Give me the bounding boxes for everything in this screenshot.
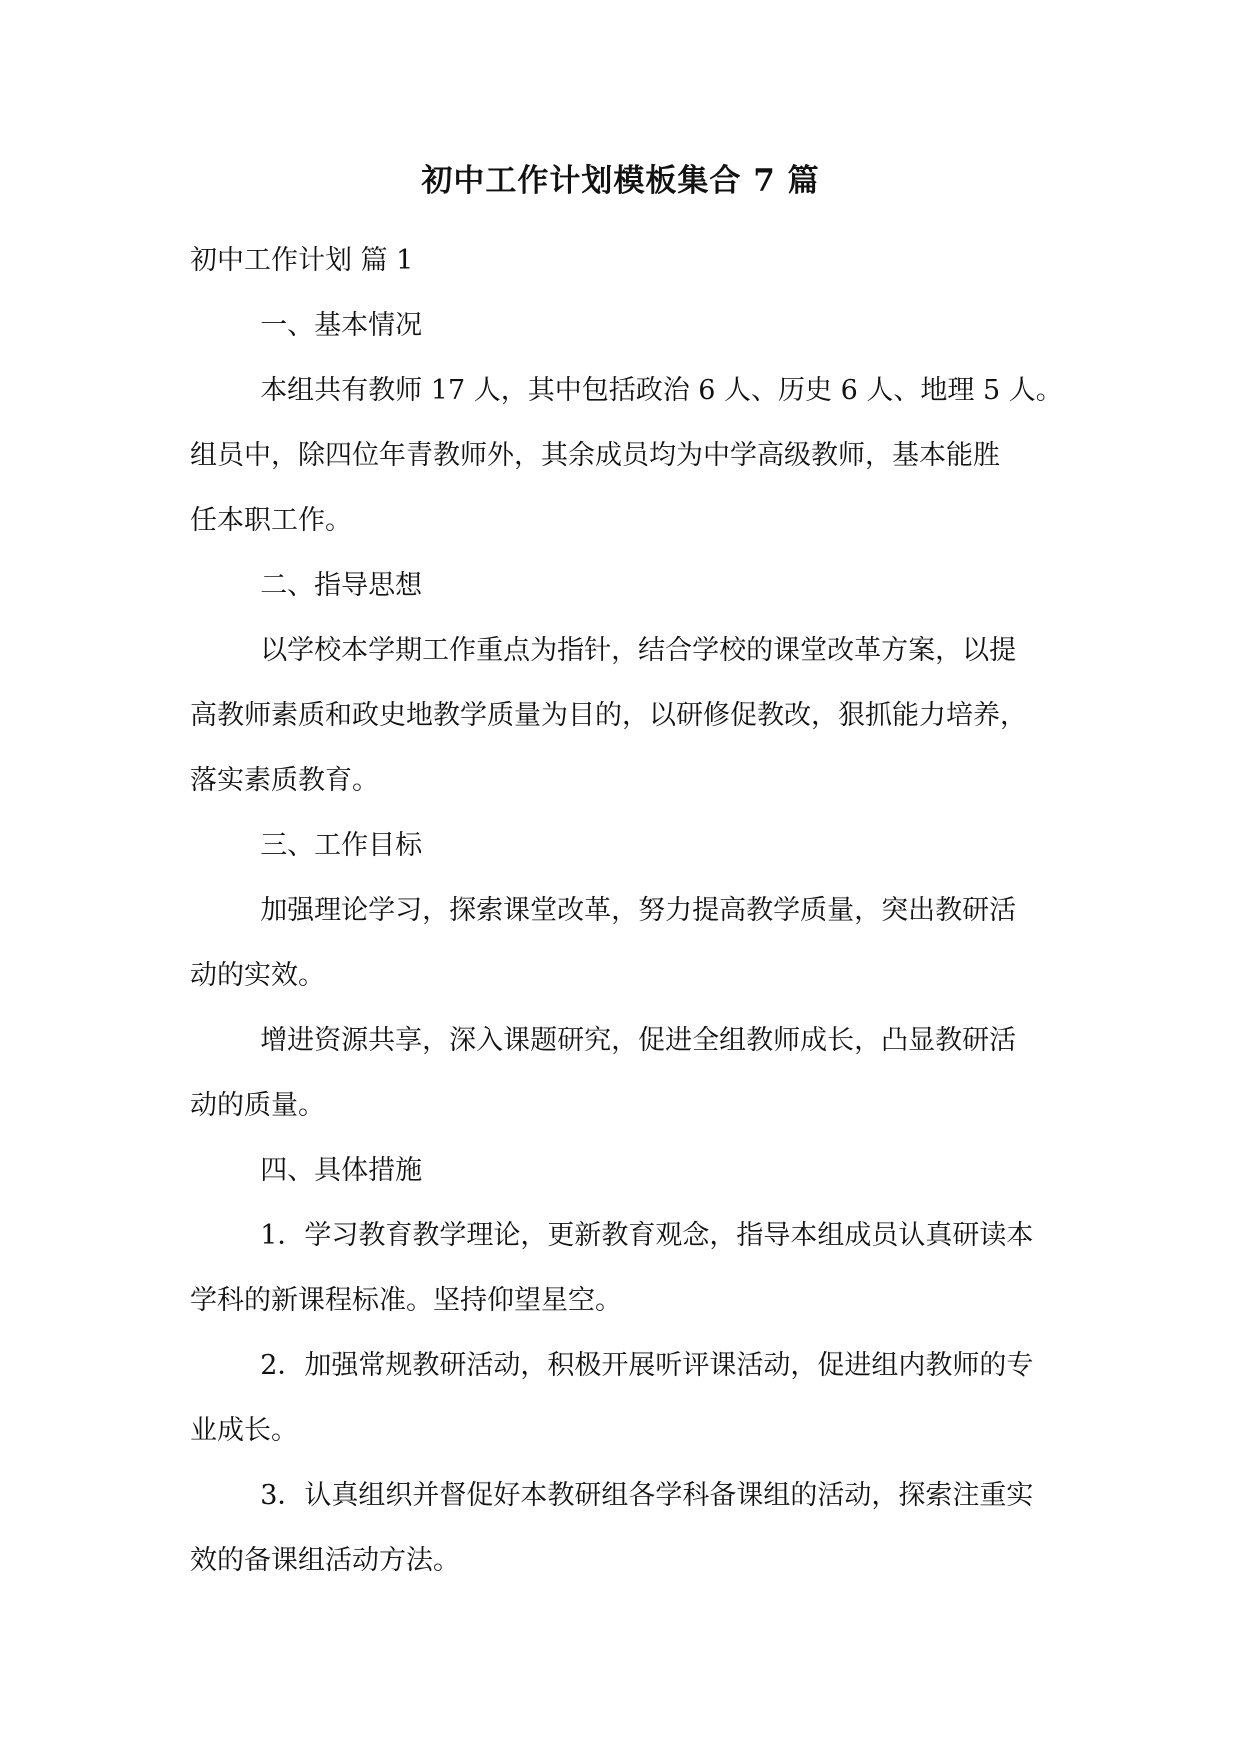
measure-item-1: 1．学习教育教学理论，更新教育观念，指导本组成员认真研读本 学科的新课程标准。坚持仰望星空。: [190, 1220, 1034, 1316]
heading-basic-situation: 一、基本情况: [260, 310, 423, 341]
paragraph-guiding-thought: 以学校本学期工作重点为指针，结合学校的课堂改革方案，以提 高教师素质和政史地教学质量为目的，以研修促教改，狠抓能力培养， 落实素质教育。: [190, 635, 1027, 796]
heading-specific-measures: 四、具体措施: [260, 1155, 423, 1186]
paragraph-basic-situation: 本组共有教师 17 人，其中包括政治 6 人、历史 6 人、地理 5 人。 组员中，除四位年青教师外，其余成员均为中学高级教师，基本能胜 任本职工作。: [190, 375, 1063, 536]
heading-guiding-thought: 二、指导思想: [260, 570, 423, 601]
heading-work-goals: 三、工作目标: [260, 830, 423, 861]
paragraph-work-goal-1: 加强理论学习，探索课堂改革，努力提高教学质量，突出教研活 动的实效。: [190, 895, 1017, 991]
section-subtitle: 初中工作计划 篇 1: [190, 245, 414, 276]
document-body: [190, 228, 1070, 1593]
paragraph-work-goal-2: 增进资源共享，深入课题研究，促进全组教师成长，凸显教研活 动的质量。: [190, 1025, 1017, 1121]
document-title: 初中工作计划模板集合 7 篇: [421, 163, 820, 199]
measure-item-2: 2．加强常规教研活动，积极开展听评课活动，促进组内教师的专 业成长。: [190, 1350, 1034, 1446]
measure-item-3: 3．认真组织并督促好本教研组各学科备课组的活动，探索注重实 效的备课组活动方法。: [190, 1480, 1034, 1576]
